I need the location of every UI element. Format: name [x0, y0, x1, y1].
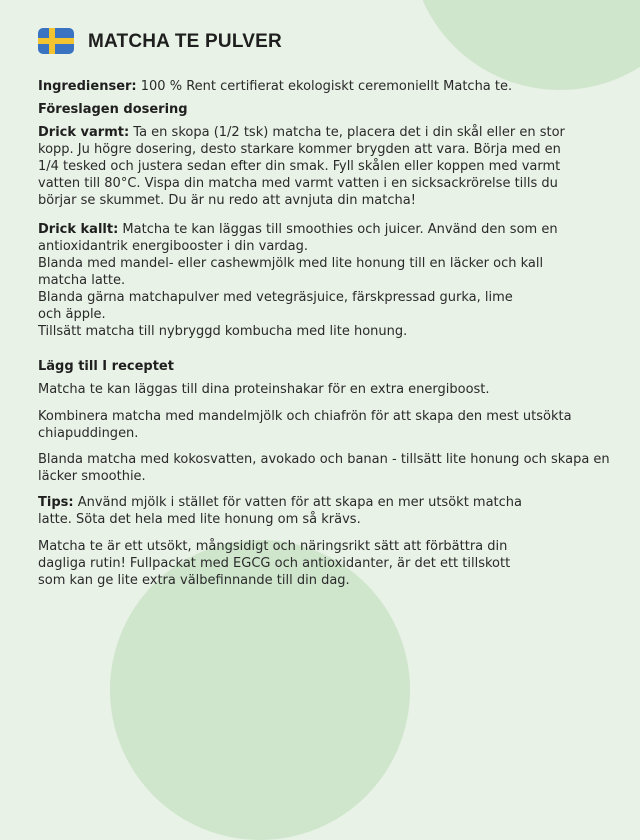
drink-cold: Drick kallt: Matcha te kan läggas till smoothies och juicer. Använd den som en antioxidantrik energibooster i din vardag. [38, 222, 558, 254]
recipe-item-1: Matcha te kan läggas till dina proteinshakar för en extra energiboost. [38, 382, 490, 397]
drink-hot: Drick varmt: Ta en skopa (1/2 tsk) matcha te, placera det i din skål eller en stor kopp. Ju högre dosering, desto starkare kommer brygden att vara. Börja med en 1/4 tesked och justera sedan efter din smak. Fyll skålen eller koppen med varmt vatten till 80°C. Vispa din matcha med varmt vatten i en sicksackrörelse tills du börjar se skummet. Du är nu redo att avnjuta din matcha! [38, 125, 565, 208]
page-title: MATCHA TE PULVER [88, 30, 282, 52]
decorative-circle-top [410, 0, 640, 90]
header [38, 28, 282, 54]
swedish-flag-icon [38, 28, 74, 54]
dosage-heading: Föreslagen dosering [38, 102, 188, 117]
drink-cold-line-2: Blanda med mandel- eller cashewmjölk med lite honung till en läcker och kall matcha latte. [38, 256, 544, 288]
drink-cold-line-3: Blanda gärna matchapulver med vetegräsjuice, färskpressad gurka, lime och äpple. [38, 290, 513, 322]
closing-text: Matcha te är ett utsökt, mångsidigt och näringsrikt sätt att förbättra din dagliga rutin! Fullpackat med EGCG och antioxidanter, är det ett tillskott som kan ge lite extra välbefinnande till din dag. [38, 539, 511, 588]
recipe-heading: Lägg till I receptet [38, 359, 174, 374]
recipe-item-3: Blanda matcha med kokosvatten, avokado och banan - tillsätt lite honung och skapa en läcker smoothie. [38, 452, 610, 484]
ingredients: Ingredienser: 100 % Rent certifierat ekologiskt ceremoniellt Matcha te. [38, 79, 513, 94]
tips: Tips: Använd mjölk i stället för vatten för att skapa en mer utsökt matcha latte. Söta det hela med lite honung om så krävs. [38, 495, 522, 527]
drink-cold-line-4: Tillsätt matcha till nybryggd kombucha med lite honung. [38, 324, 408, 339]
recipe-item-2: Kombinera matcha med mandelmjölk och chiafrön för att skapa den mest utsökta chiapuddingen. [38, 409, 572, 441]
